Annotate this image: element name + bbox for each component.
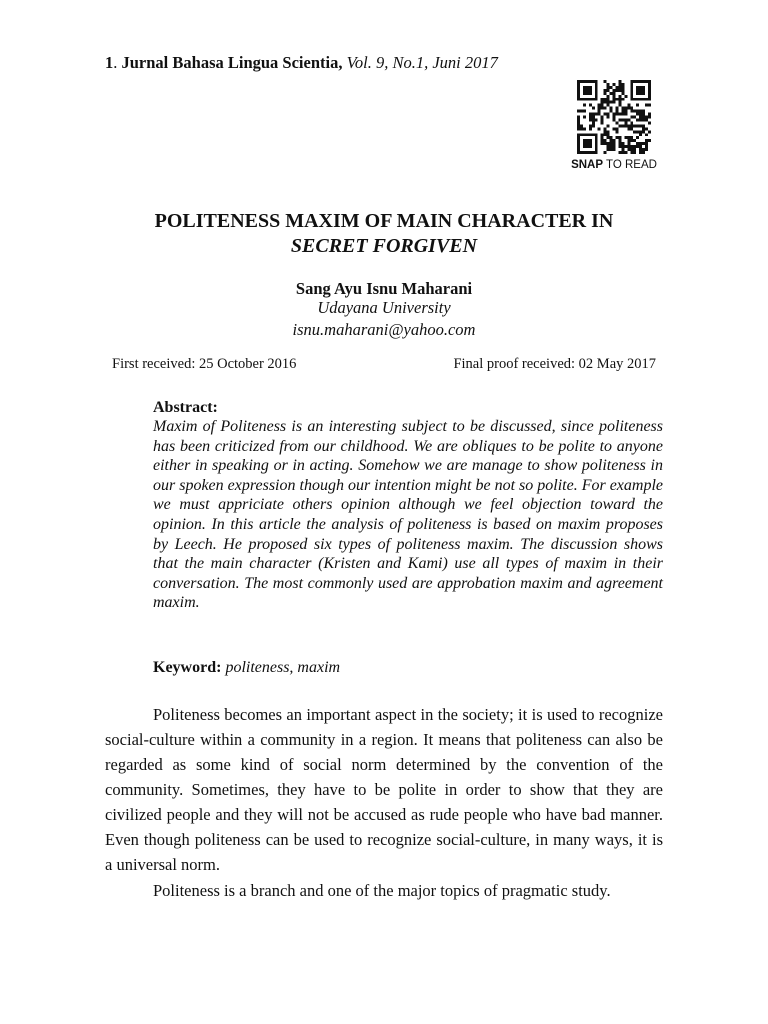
body-paragraph-1 — [105, 702, 663, 877]
journal-volume: Vol. 9, No.1, Juni 2017 — [346, 53, 498, 72]
abstract-section — [153, 399, 663, 613]
body-paragraph-2 — [105, 878, 663, 903]
keyword-line — [153, 659, 340, 677]
abstract-text: Maxim of Politeness is an interesting subject to be discussed, since politeness has been criticized from our childhood. We are obliques to be polite to anyone either in speaking or in acting. Somehow we are manage to show politeness in our spoken expression though our intention might be not so polite. For example we must appriciate others opinion although we feel objection toward the opinion. In this article the analysis of politeness is based on maxim proposes by Leech. He proposed six types of politeness maxim. The discussion shows that the main character (Kristen and Kami) use all types of maxim in their conversation. The most commonly used are approbation maxim and agreement maxim. — [153, 418, 664, 612]
journal-name: Jurnal Bahasa Lingua Scientia, — [121, 53, 343, 72]
abstract-label: Abstract: — [153, 399, 218, 416]
author-name: Sang Ayu Isnu Maharani — [295, 279, 473, 298]
qr-block[interactable] — [566, 80, 662, 171]
snap-label: SNAP — [571, 159, 604, 171]
body-paragraph-text: Politeness is a branch and one of the major topics of pragmatic study. — [153, 881, 611, 900]
first-received-date: First received: 25 October 2016 — [112, 356, 297, 372]
snap-to-read-label — [566, 159, 662, 171]
page-number: 1 — [105, 53, 114, 72]
keyword-value: politeness, maxim — [225, 659, 341, 676]
paper-title-line2: SECRET FORGIVEN — [290, 235, 478, 257]
author-email[interactable]: isnu.maharani@yahoo.com — [292, 320, 476, 339]
final-proof-date: Final proof received: 02 May 2017 — [453, 356, 656, 372]
paper-title-line1: POLITENESS MAXIM OF MAIN CHARACTER IN — [154, 210, 614, 232]
journal-header: 1. Jurnal Bahasa Lingua Scientia, Vol. 9, No.1, Juni 2017 — [105, 53, 498, 72]
author-affiliation: Udayana University — [317, 298, 451, 317]
body-paragraph-text: Politeness becomes an important aspect in the society; it is used to recognize social-culture within a community in a region. It means that politeness can also be regarded as some kind of social norm determined by the convention of the community. Sometimes, they have to be polite in order to show that they are civilized people and they will not be accused as rude people who have bad manner. Even though politeness can be used to recognize social-culture, in many ways, it is a universal norm. — [105, 705, 663, 874]
qr-code-icon[interactable] — [577, 80, 651, 154]
to-read-label: TO READ — [606, 159, 657, 171]
keyword-label: Keyword: — [153, 659, 222, 676]
